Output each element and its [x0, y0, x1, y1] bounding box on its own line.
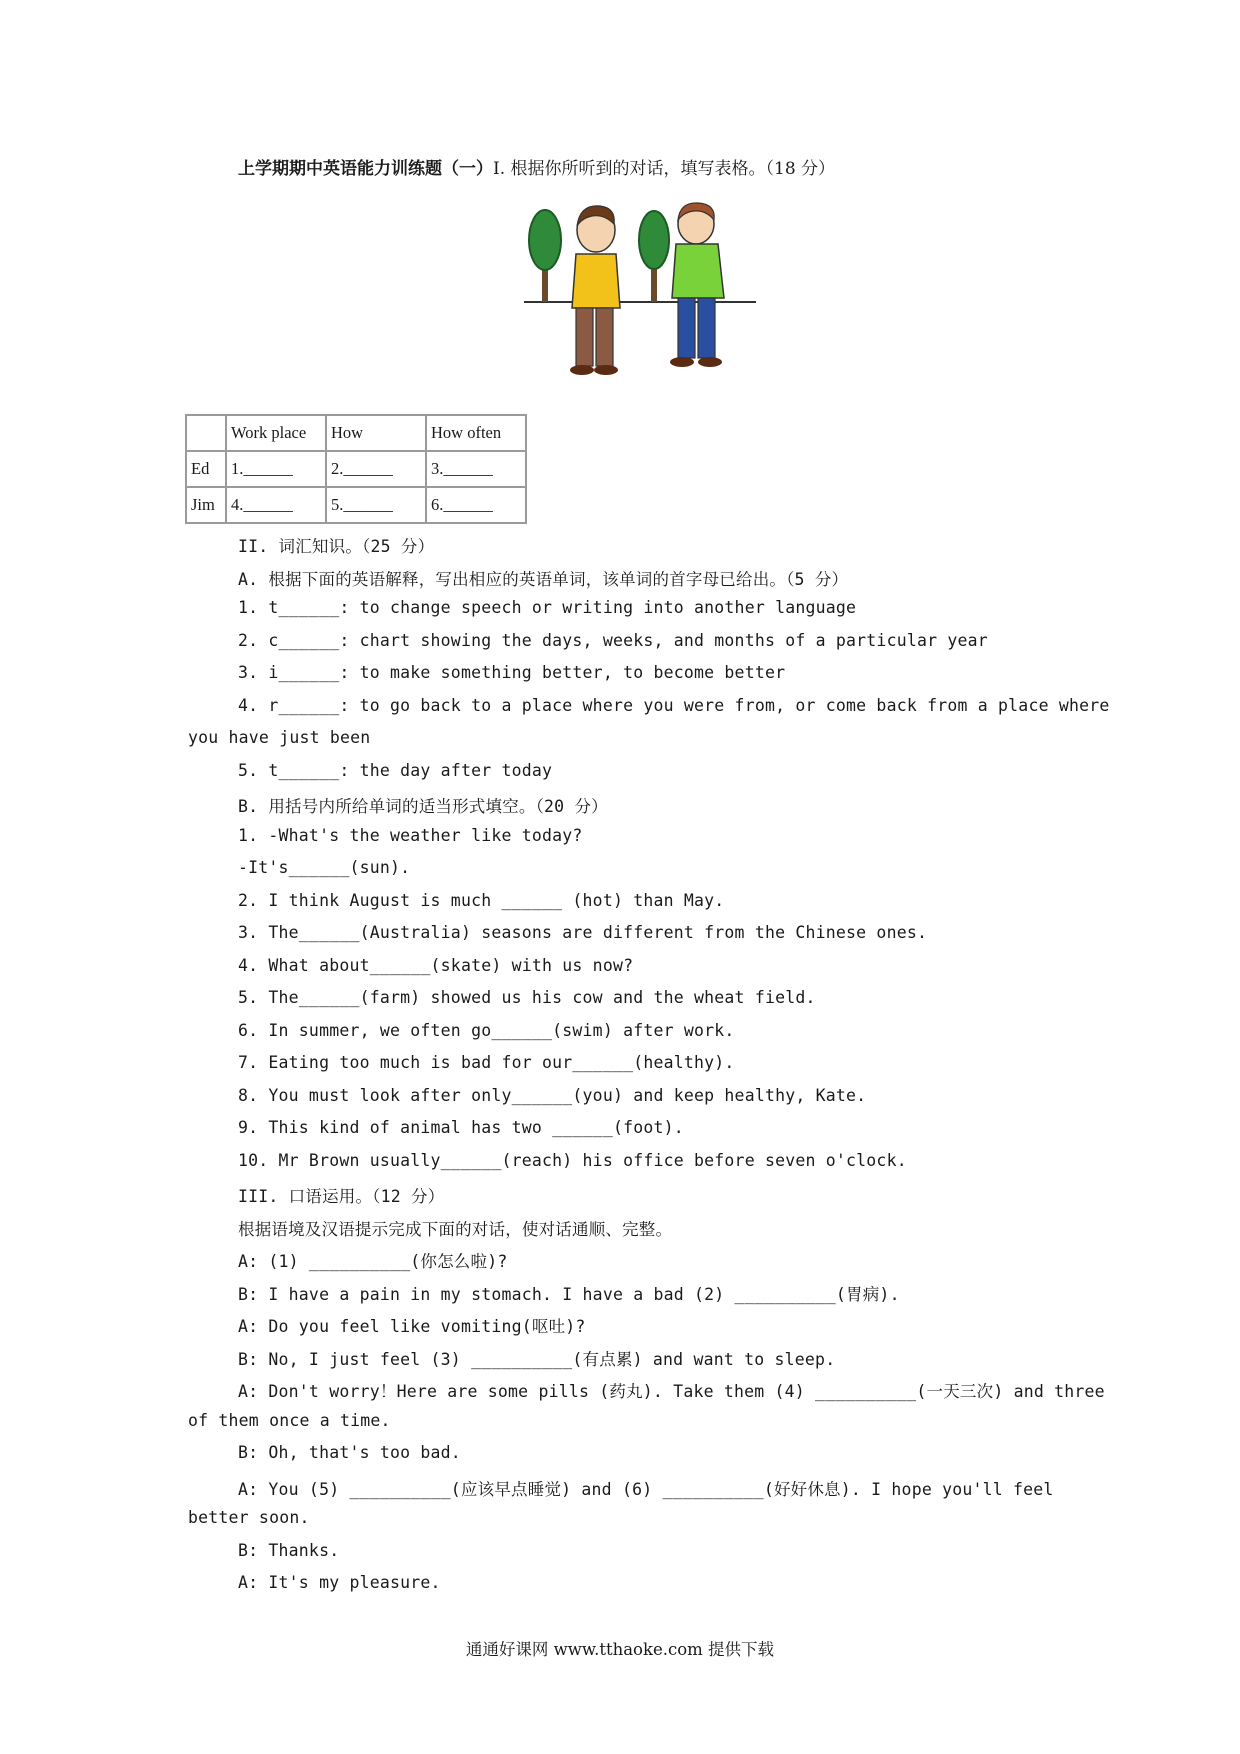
dialogue-line: A: It's my pleasure.: [238, 1573, 441, 1592]
dialogue-line: A: You (5) __________(应该早点睡觉) and (6) __________(好好休息). I hope you'll feel: [238, 1480, 1054, 1499]
dialogue-line-continuation: of them once a time.: [188, 1411, 391, 1430]
title-section-one: I. 根据你所听到的对话，填写表格。（18 分）: [493, 159, 836, 179]
dialogue-line: B: Thanks.: [238, 1541, 340, 1560]
section-two-heading: II. 词汇知识。（25 分）: [238, 537, 435, 556]
fill-item: 8. You must look after only______(you) and keep healthy, Kate.: [238, 1086, 867, 1105]
fill-item: 6. In summer, we often go______(swim) after work.: [238, 1021, 735, 1040]
fill-item: 9. This kind of animal has two ______(foot).: [238, 1118, 684, 1137]
tree-left-icon: [529, 210, 561, 302]
dialogue-line: B: No, I just feel (3) __________(有点累) and want to sleep.: [238, 1350, 836, 1369]
table-cell: Jim: [186, 487, 226, 523]
table-row: [186, 451, 526, 487]
table-cell: 1.______: [226, 451, 326, 487]
boy-green-icon: [670, 203, 724, 367]
dialogue-line: B: Oh, that's too bad.: [238, 1443, 461, 1462]
fill-item: 1. -What's the weather like today?: [238, 826, 583, 845]
dialogue-line: A: (1) __________(你怎么啦)?: [238, 1252, 508, 1271]
table-header-cell: How: [326, 415, 426, 451]
table-header-cell: [186, 415, 226, 451]
table-cell: 2.______: [326, 451, 426, 487]
vocab-item: 5. t______: the day after today: [238, 761, 553, 780]
vocab-item: 1. t______: to change speech or writing into another language: [238, 598, 857, 617]
table-cell: 5.______: [326, 487, 426, 523]
table-header-row: [186, 415, 526, 451]
section-three-heading: III. 口语运用。（12 分）: [238, 1187, 445, 1206]
table-cell: 4.______: [226, 487, 326, 523]
vocab-item-continuation: you have just been: [188, 728, 371, 747]
dialogue-line: A: Don't worry！Here are some pills (药丸). Take them (4) __________(一天三次) and three: [238, 1382, 1105, 1401]
boy-yellow-icon: [570, 206, 620, 375]
table-header-cell: How often: [426, 415, 526, 451]
page-title: [238, 154, 835, 179]
fill-item-answer: -It's______(sun).: [238, 858, 411, 877]
section-three-instruction: 根据语境及汉语提示完成下面的对话，使对话通顺、完整。: [238, 1220, 673, 1239]
fill-item: 3. The______(Australia) seasons are different from the Chinese ones.: [238, 923, 928, 942]
vocab-item: 3. i______: to make something better, to become better: [238, 663, 786, 682]
table-cell: 3.______: [426, 451, 526, 487]
table-header-cell: Work place: [226, 415, 326, 451]
table-cell: 6.______: [426, 487, 526, 523]
fill-item: 4. What about______(skate) with us now?: [238, 956, 634, 975]
table-cell: Ed: [186, 451, 226, 487]
title-bold: 上学期期中英语能力训练题（一）: [238, 159, 493, 179]
dialogue-line: B: I have a pain in my stomach. I have a bad (2) __________(胃病).: [238, 1285, 900, 1304]
page-footer: 通通好课网 www.tthaoke.com 提供下载: [465, 1640, 775, 1659]
part-a-instruction: A. 根据下面的英语解释，写出相应的英语单词，该单词的首字母已给出。（5 分）: [238, 570, 849, 589]
fill-item: 7. Eating too much is bad for our______(healthy).: [238, 1053, 735, 1072]
vocab-item: 4. r______: to go back to a place where you were from, or come back from a place where: [238, 696, 1110, 715]
dialogue-line: A: Do you feel like vomiting(呕吐)?: [238, 1317, 586, 1336]
two-boys-illustration: [520, 198, 760, 394]
fill-item: 10. Mr Brown usually______(reach) his office before seven o'clock.: [238, 1151, 907, 1170]
tree-middle-icon: [639, 211, 669, 302]
dialogue-line-continuation: better soon.: [188, 1508, 310, 1527]
listening-answer-table: [185, 414, 527, 524]
table-row: [186, 487, 526, 523]
fill-item: 5. The______(farm) showed us his cow and the wheat field.: [238, 988, 816, 1007]
vocab-item: 2. c______: chart showing the days, weeks, and months of a particular year: [238, 631, 988, 650]
part-b-instruction: B. 用括号内所给单词的适当形式填空。（20 分）: [238, 797, 608, 816]
fill-item: 2. I think August is much ______ (hot) than May.: [238, 891, 725, 910]
